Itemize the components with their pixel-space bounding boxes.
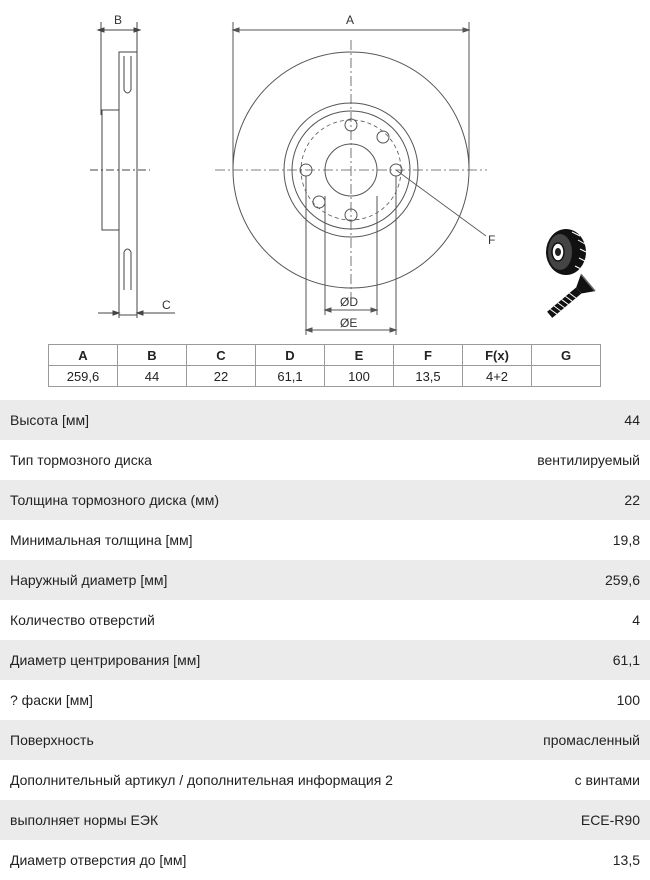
spec-row-min-thickness xyxy=(0,520,650,560)
dimensions-header-row xyxy=(49,345,601,366)
dim-header-e: E xyxy=(325,345,394,366)
spec-label: Минимальная толщина [мм] xyxy=(10,532,193,548)
spec-row-additional-info xyxy=(0,760,650,800)
spec-value: вентилируемый xyxy=(537,452,640,468)
spec-row-hole-count xyxy=(0,600,650,640)
dimensions-table xyxy=(48,344,601,387)
spec-value: 19,8 xyxy=(612,532,640,548)
disc-side-view xyxy=(90,22,175,318)
label-c: C xyxy=(162,298,171,312)
spec-value: 61,1 xyxy=(612,652,640,668)
dimensions-value-row xyxy=(49,366,601,387)
brake-disc-icon xyxy=(546,229,586,275)
spec-label: Высота [мм] xyxy=(10,412,89,428)
spec-label: Диаметр отверстия до [мм] xyxy=(10,852,187,868)
spec-label: Тип тормозного диска xyxy=(10,452,152,468)
spec-row-disc-type xyxy=(0,440,650,480)
dim-header-b: B xyxy=(118,345,187,366)
spec-value: 4 xyxy=(632,612,640,628)
spec-value: 44 xyxy=(624,412,640,428)
dim-value-d: 61,1 xyxy=(256,366,325,387)
dim-header-g: G xyxy=(532,345,601,366)
label-f: F xyxy=(488,233,496,247)
spec-label: Толщина тормозного диска (мм) xyxy=(10,492,220,508)
spec-value: с винтами xyxy=(574,772,640,788)
disc-front-view xyxy=(215,22,487,335)
spec-row-hole-diameter xyxy=(0,840,650,880)
spec-row-thickness xyxy=(0,480,650,520)
spec-label: Поверхность xyxy=(10,732,94,748)
spec-label: Наружный диаметр [мм] xyxy=(10,572,168,588)
dim-header-fx: F(x) xyxy=(463,345,532,366)
spec-row-chamfer xyxy=(0,680,650,720)
dim-value-e: 100 xyxy=(325,366,394,387)
spec-value: промасленный xyxy=(543,732,640,748)
spec-row-surface xyxy=(0,720,650,760)
spec-label: Диаметр центрирования [мм] xyxy=(10,652,201,668)
screw-icon xyxy=(543,274,595,323)
dim-value-b: 44 xyxy=(118,366,187,387)
spec-label: Дополнительный артикул / дополнительная информация 2 xyxy=(10,772,393,788)
dim-value-c: 22 xyxy=(187,366,256,387)
spec-row-outer-diameter xyxy=(0,560,650,600)
label-a: A xyxy=(346,13,355,27)
spec-label: выполняет нормы ЕЭК xyxy=(10,812,159,828)
spec-value: 13,5 xyxy=(612,852,640,868)
label-d: ØD xyxy=(340,295,358,309)
specifications-list xyxy=(0,400,650,880)
dim-value-a: 259,6 xyxy=(49,366,118,387)
spec-value: 22 xyxy=(624,492,640,508)
spec-label: ? фаски [мм] xyxy=(10,692,93,708)
dim-value-g xyxy=(532,366,601,387)
spec-value: 259,6 xyxy=(604,572,640,588)
dim-header-f: F xyxy=(394,345,463,366)
label-e: ØE xyxy=(340,316,358,330)
brake-disc-drawing xyxy=(0,0,650,340)
spec-row-ece-norm xyxy=(0,800,650,840)
spec-value: 100 xyxy=(616,692,640,708)
dim-header-d: D xyxy=(256,345,325,366)
spec-label: Количество отверстий xyxy=(10,612,155,628)
dim-header-c: C xyxy=(187,345,256,366)
spec-row-centering-diameter xyxy=(0,640,650,680)
label-b: B xyxy=(114,13,123,27)
spec-row-height xyxy=(0,400,650,440)
dim-value-fx: 4+2 xyxy=(463,366,532,387)
dim-value-f: 13,5 xyxy=(394,366,463,387)
spec-value: ECE-R90 xyxy=(580,812,640,828)
dim-header-a: A xyxy=(49,345,118,366)
